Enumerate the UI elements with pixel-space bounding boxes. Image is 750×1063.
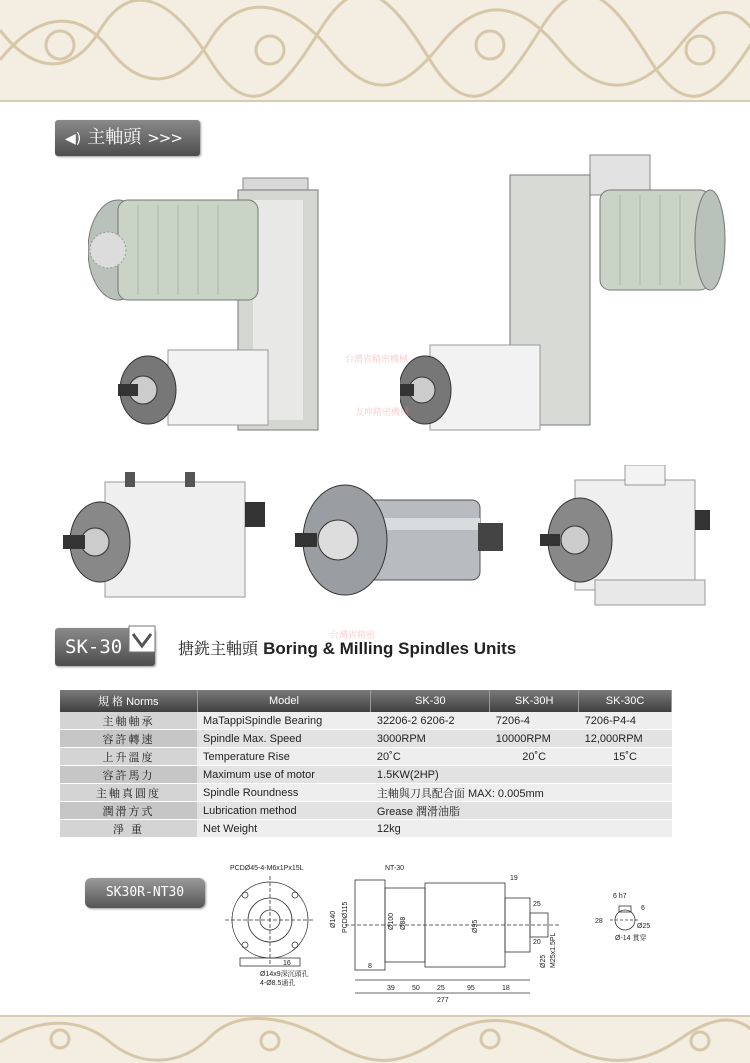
spindle-unit-photo-2 [290, 478, 510, 598]
dim-label: PCDØ115 [342, 901, 349, 933]
dim-label: 18 [502, 985, 510, 992]
table-cell-sk30: 3000RPM [371, 730, 490, 748]
table-row [60, 712, 672, 730]
table-row [60, 748, 672, 766]
dim-label: 6 h7 [613, 893, 627, 900]
table-cell-en: Net Weight [197, 820, 371, 838]
motor-spindle-photo-left [88, 160, 338, 435]
motor-spindle-photo-right [400, 150, 730, 445]
model-tab [55, 628, 155, 666]
table-cell-merged: 12kg [371, 820, 672, 838]
dim-label: Ø25 [540, 954, 547, 968]
table-cell-sk30h: 7206-4 [490, 712, 579, 730]
table-cell-sk30c: 12,000RPM [579, 730, 672, 748]
table-cell-zh: 淨 重 [60, 820, 197, 838]
decorative-footer-band [0, 1015, 750, 1063]
key-view [610, 906, 640, 930]
table-cell-sk30: 32206-2 6206-2 [371, 712, 490, 730]
dim-label: 25 [533, 901, 541, 908]
table-cell-sk30c: 7206-P4-4 [579, 712, 672, 730]
dim-label: M25x1.5PL [550, 932, 557, 968]
table-header-row [60, 690, 672, 712]
table-header-sk30: SK-30 [371, 690, 490, 712]
dim-label: 6 [641, 905, 645, 912]
dim-label: Ø-14 貫穿 [615, 935, 647, 942]
dim-label: Ø140 [330, 910, 337, 928]
table-header-model: Model [197, 690, 371, 712]
section-title [178, 636, 516, 659]
model-tab-label: SK-30 [65, 636, 123, 658]
dim-label: Ø95 [472, 919, 479, 933]
table-row [60, 766, 672, 784]
dim-label: PCDØ45-4-M6x1Px15L [230, 865, 304, 872]
table-cell-zh: 潤滑方式 [60, 802, 197, 820]
speaker-icon: ◀) [65, 131, 82, 147]
table-cell-en: Maximum use of motor [197, 766, 371, 784]
drawing-model-tag: SK30R-NT30 [85, 878, 205, 908]
dim-label: 16 [283, 960, 291, 967]
table-cell-merged: 1.5KW(2HP) [371, 766, 672, 784]
ornament-pattern [0, 1017, 750, 1063]
chevron-down-icon [127, 624, 157, 654]
section-tab-spindle-head [55, 120, 200, 156]
table-cell-sk30c: 15˚C [579, 748, 672, 766]
table-cell-en: Spindle Max. Speed [197, 730, 371, 748]
dim-label: 4-Ø8.5通孔 [260, 980, 296, 987]
spindle-unit-photo-3 [535, 465, 715, 610]
table-cell-en: Lubrication method [197, 802, 371, 820]
dim-label: 50 [412, 985, 420, 992]
dim-label: Ø14x9深沉頭孔 [260, 971, 309, 978]
table-cell-zh: 主軸真圓度 [60, 784, 197, 802]
section-title-english: Boring & Milling Spindles Units [263, 639, 517, 658]
table-cell-zh: 主軸軸承 [60, 712, 197, 730]
table-cell-sk30h: 20˚C [490, 748, 579, 766]
dim-label: 39 [387, 985, 395, 992]
table-row [60, 730, 672, 748]
arrows-icon: >>> [147, 129, 182, 147]
table-cell-merged: 主軸與刀具配合面 MAX: 0.005mm [371, 784, 672, 802]
table-cell-merged: Grease 潤滑油脂 [371, 802, 672, 820]
table-row [60, 820, 672, 838]
spec-table [60, 690, 672, 838]
technical-drawing [215, 858, 675, 1008]
side-view [345, 880, 560, 993]
dim-label: 95 [467, 985, 475, 992]
table-row [60, 784, 672, 802]
dim-label: NT-30 [385, 865, 405, 872]
watermark-text: 友坤精密機械 [355, 408, 410, 418]
decorative-header-band [0, 0, 750, 102]
table-cell-zh: 容許轉速 [60, 730, 197, 748]
section-tab-label: 主軸頭 [87, 127, 142, 148]
dim-label: 19 [510, 875, 518, 882]
table-cell-en: MaTappiSpindle Bearing [197, 712, 371, 730]
table-cell-sk30: 20˚C [371, 748, 490, 766]
dim-label: 25 [437, 985, 445, 992]
table-cell-sk30h: 10000RPM [490, 730, 579, 748]
dim-label: Ø88 [400, 916, 407, 930]
section-title-chinese: 搪銑主軸頭 [178, 639, 259, 658]
dim-label: 8 [368, 963, 372, 970]
table-header-sk30c: SK-30C [579, 690, 672, 712]
table-cell-zh: 容許馬力 [60, 766, 197, 784]
watermark-text: 台灣省精密機械 [345, 355, 409, 365]
ornament-pattern [0, 0, 750, 100]
table-cell-en: Spindle Roundness [197, 784, 371, 802]
watermark-text: 台灣省精密 [330, 631, 376, 641]
dim-label: 20 [533, 939, 541, 946]
table-header-sk30h: SK-30H [490, 690, 579, 712]
front-view [225, 876, 315, 966]
table-cell-en: Temperature Rise [197, 748, 371, 766]
table-row [60, 802, 672, 820]
table-cell-zh: 上升溫度 [60, 748, 197, 766]
dim-label: 277 [437, 997, 449, 1004]
table-header-norms: 規 格 Norms [60, 690, 197, 712]
spindle-unit-photo-1 [55, 472, 270, 602]
dim-label: 28 [595, 918, 603, 925]
dim-label: Ø25 [637, 923, 651, 930]
dim-label: Ø100 [388, 912, 395, 930]
